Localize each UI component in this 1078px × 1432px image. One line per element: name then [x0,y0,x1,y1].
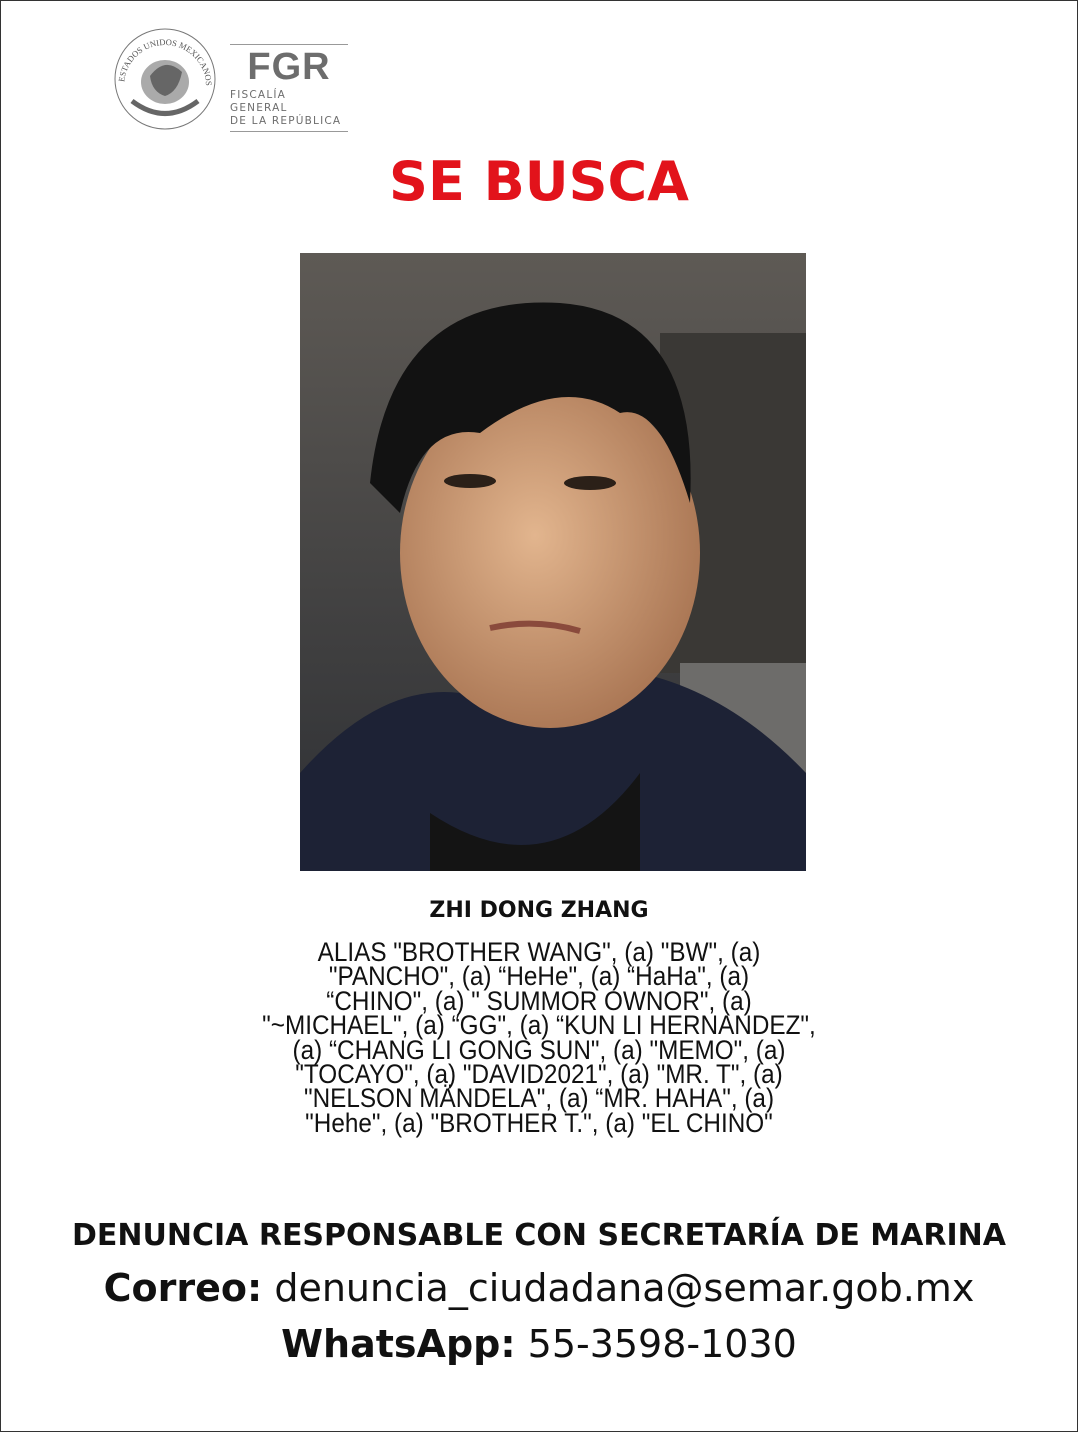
alias-line: "TOCAYO", (a) "DAVID2021", (a) "MR. T", (a) [295,1059,783,1090]
alias-line: ALIAS "BROTHER WANG", (a) "BW", (a) [317,937,761,967]
alias-line: "Hehe", (a) "BROTHER T.", (a) "EL CHINO" [305,1107,773,1138]
email-contact [0,1266,1078,1310]
email-label: Correo: [103,1266,263,1310]
alias-list [0,937,1078,1138]
report-heading: DENUNCIA RESPONSABLE CON SECRETARÍA DE MARINA [72,1218,1006,1253]
alias-line: (a) “CHANG LI GONG SUN", (a) "MEMO", (a) [292,1034,786,1065]
whatsapp-contact [0,1322,1078,1366]
whatsapp-number[interactable]: 55-3598-1030 [527,1322,797,1366]
mexican-coat-of-arms-seal [112,26,218,132]
alias-line: “CHINO", (a) " SUMMOR OWNOR", (a) [326,985,752,1016]
alias-line: "~MICHAEL", (a) “GG", (a) “KUN LI HERNANDEZ", [262,1010,816,1041]
suspect-name: ZHI DONG ZHANG [429,898,649,923]
alias-line: "PANCHO", (a) “HeHe", (a) “HaHa", (a) [328,961,750,992]
fgr-name-line1: FISCALÍA GENERAL [230,89,288,114]
fgr-acronym: FGR [247,46,331,88]
suspect-photo [300,253,806,871]
fgr-name-line2: DE LA REPÚBLICA [230,115,342,127]
fgr-logo [230,44,348,132]
email-address[interactable]: denuncia_ciudadana@semar.gob.mx [274,1266,975,1310]
svg-text:ESTADOS UNIDOS MEXICANOS: ESTADOS UNIDOS MEXICANOS [116,36,215,87]
poster-title: SE BUSCA [389,150,689,213]
alias-line: "NELSON MÄNDELA", (a) “MR. HAHA", (a) [303,1083,775,1114]
whatsapp-label: WhatsApp: [281,1322,516,1366]
